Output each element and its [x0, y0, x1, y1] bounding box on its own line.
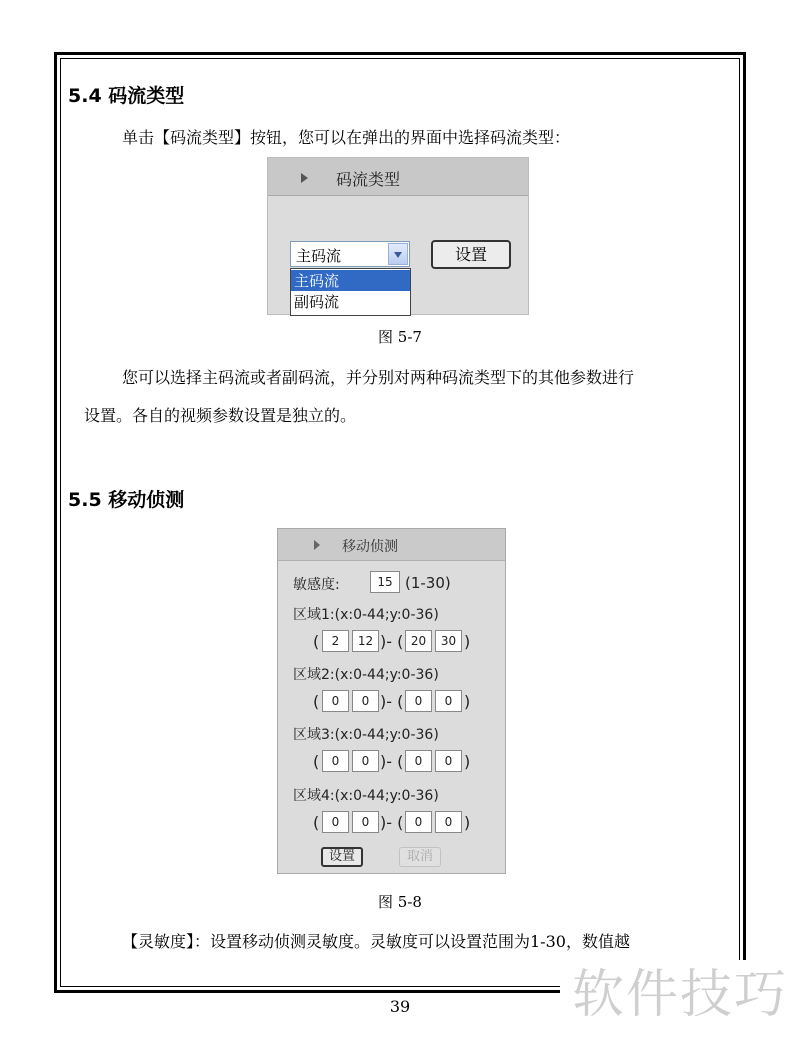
set-button[interactable]: 设置	[431, 240, 511, 269]
paren-mid: )- (	[380, 752, 404, 771]
watermark: 软件技巧	[560, 960, 800, 1054]
stream-type-select[interactable]	[290, 241, 410, 267]
region-3-label: 区域3:(x:0-44;y:0-36)	[293, 727, 439, 743]
region-2-x1-input[interactable]: 0	[322, 690, 349, 712]
paren-close: )	[464, 632, 471, 651]
region-2-y2-input[interactable]: 0	[435, 690, 462, 712]
region-2-x2-input[interactable]: 0	[405, 690, 432, 712]
region-1-x2-input[interactable]: 20	[405, 630, 432, 652]
section-5-5-body: 【灵敏度】：设置移动侦测灵敏度。灵敏度可以设置范围为1-30，数值越	[122, 932, 630, 951]
sensitivity-input[interactable]: 15	[370, 571, 400, 593]
paren-open: (	[313, 813, 320, 832]
region-1-label: 区域1:(x:0-44;y:0-36)	[293, 607, 439, 623]
motion-cancel-button[interactable]: 取消	[399, 847, 441, 867]
region-2-label: 区域2:(x:0-44;y:0-36)	[293, 667, 439, 683]
paren-open: (	[313, 752, 320, 771]
motion-detection-panel	[277, 528, 506, 874]
expand-triangle-icon[interactable]	[301, 173, 308, 183]
option-sub-stream[interactable]: 副码流	[294, 293, 340, 311]
section-5-4-body-line2: 设置。各自的视频参数设置是独立的。	[84, 406, 357, 425]
paren-close: )	[464, 752, 471, 771]
panel-title: 码流类型	[336, 170, 401, 189]
paren-close: )	[464, 813, 471, 832]
paren-mid: )- (	[380, 813, 404, 832]
expand-triangle-icon[interactable]	[314, 540, 320, 550]
section-5-4-body-line1: 您可以选择主码流或者副码流，并分别对两种码流类型下的其他参数进行	[122, 368, 635, 387]
region-4-x2-input[interactable]: 0	[405, 811, 432, 833]
figure-5-8-caption: 图 5-8	[378, 893, 422, 911]
panel-title: 移动侦测	[342, 539, 398, 555]
panel-header	[278, 529, 505, 561]
select-value: 主码流	[296, 247, 342, 265]
paren-mid: )- (	[380, 692, 404, 711]
section-5-4-intro: 单击【码流类型】按钮，您可以在弹出的界面中选择码流类型：	[122, 128, 571, 147]
region-1-x1-input[interactable]: 2	[322, 630, 349, 652]
region-4-y1-input[interactable]: 0	[352, 811, 379, 833]
figure-5-7-caption: 图 5-7	[378, 328, 422, 346]
paren-close: )	[464, 692, 471, 711]
dropdown-arrow-icon[interactable]	[388, 243, 408, 265]
region-4-x1-input[interactable]: 0	[322, 811, 349, 833]
option-main-stream[interactable]: 主码流	[291, 270, 410, 291]
sensitivity-range: (1-30)	[405, 574, 451, 592]
section-5-4-heading: 5.4 码流类型	[68, 85, 185, 107]
page-number: 39	[389, 997, 411, 1016]
region-3-y2-input[interactable]: 0	[435, 750, 462, 772]
region-3-y1-input[interactable]: 0	[352, 750, 379, 772]
region-1-y1-input[interactable]: 12	[352, 630, 379, 652]
paren-open: (	[313, 632, 320, 651]
motion-set-button[interactable]: 设置	[321, 847, 363, 867]
region-2-y1-input[interactable]: 0	[352, 690, 379, 712]
region-3-x1-input[interactable]: 0	[322, 750, 349, 772]
region-4-label: 区域4:(x:0-44;y:0-36)	[293, 788, 439, 804]
region-1-y2-input[interactable]: 30	[435, 630, 462, 652]
section-5-5-heading: 5.5 移动侦测	[68, 489, 185, 511]
region-4-y2-input[interactable]: 0	[435, 811, 462, 833]
stream-type-panel	[267, 157, 529, 315]
stream-type-dropdown-list	[290, 268, 411, 316]
paren-mid: )- (	[380, 632, 404, 651]
sensitivity-label: 敏感度:	[293, 577, 340, 593]
paren-open: (	[313, 692, 320, 711]
panel-header	[268, 158, 528, 196]
region-3-x2-input[interactable]: 0	[405, 750, 432, 772]
